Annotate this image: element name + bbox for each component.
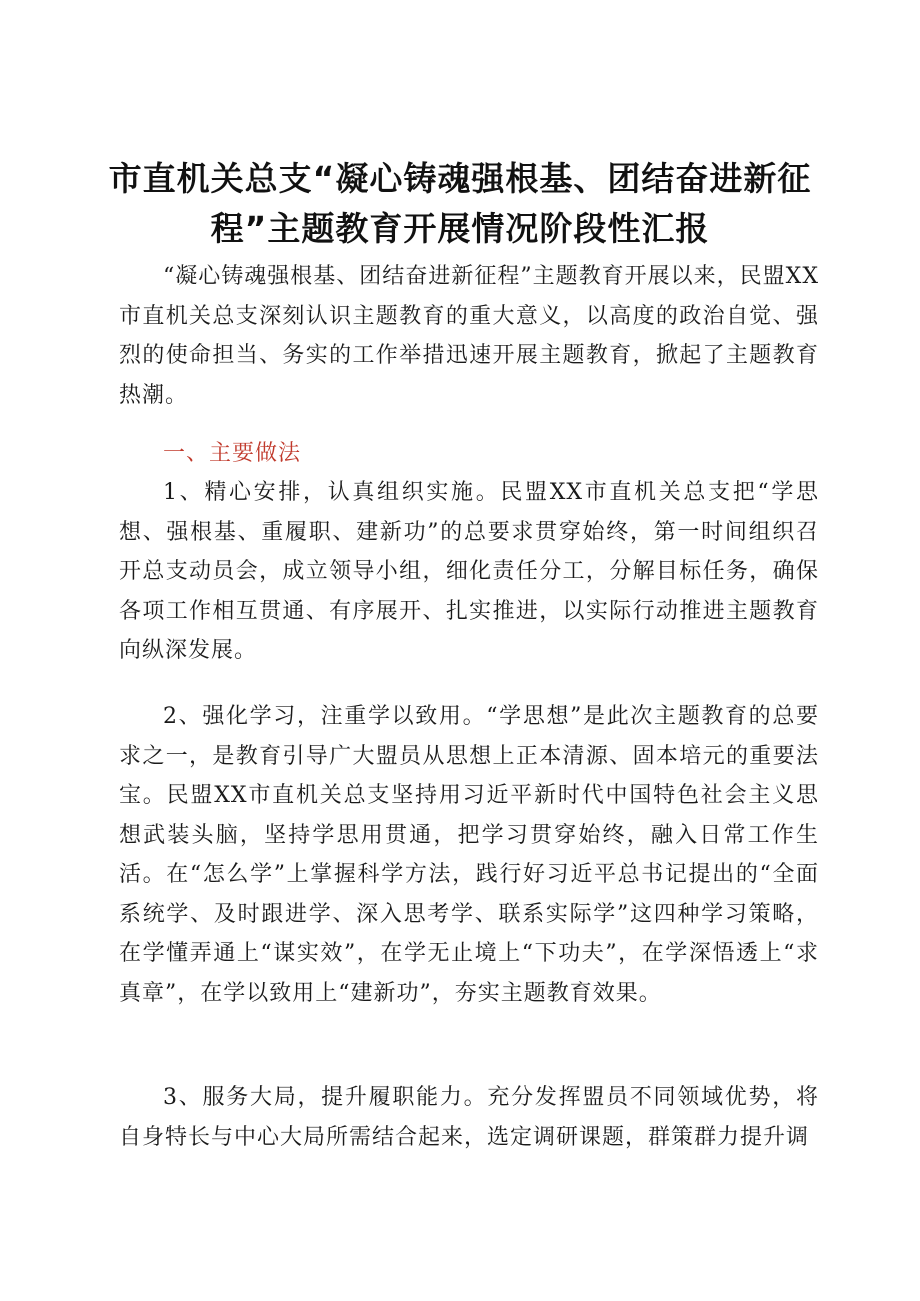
paragraph-3: 3、服务大局，提升履职能力。充分发挥盟员不同领域优势，将自身特长与中心大局所需结合起来，选定调研课题，群策群力提升调 bbox=[119, 1085, 819, 1150]
document-title: 市直机关总支“凝心铸魂强根基、团结奋进新征程”主题教育开展情况阶段性汇报 bbox=[108, 159, 812, 248]
paragraph-1: 1、精心安排，认真组织实施。民盟XX市直机关总支把“学思想、强根基、重履职、建新功”的总要求贯穿始终，第一时间组织召开总支动员会，成立领导小组，细化责任分工，分解目标任务，确保各项工作相互贯通、有序展开、扎实推进，以实际行动推进主题教育向纵深发展。 bbox=[119, 480, 819, 663]
intro-paragraph: “凝心铸魂强根基、团结奋进新征程”主题教育开展以来，民盟XX市直机关总支深刻认识主题教育的重大意义，以高度的政治自觉、强烈的使命担当、务实的工作举措迅速开展主题教育，掀起了主题教育热潮。 bbox=[119, 264, 819, 408]
paragraph-2: 2、强化学习，注重学以致用。“学思想”是此次主题教育的总要求之一，是教育引导广大盟员从思想上正本清源、固本培元的重要法宝。民盟XX市直机关总支坚持用习近平新时代中国特色社会主义思想武装头脑，坚持学思用贯通，把学习贯穿始终，融入日常工作生活。在“怎么学”上掌握科学方法，践行好习近平总书记提出的“全面系统学、及时跟进学、深入思考学、联系实际学”这四种学习策略，在学懂弄通上“谋实效”，在学无止境上“下功夫”，在学深悟透上“求真章”，在学以致用上“建新功”，夯实主题教育效果。 bbox=[119, 704, 819, 1006]
section-heading: 一、主要做法 bbox=[163, 441, 302, 466]
